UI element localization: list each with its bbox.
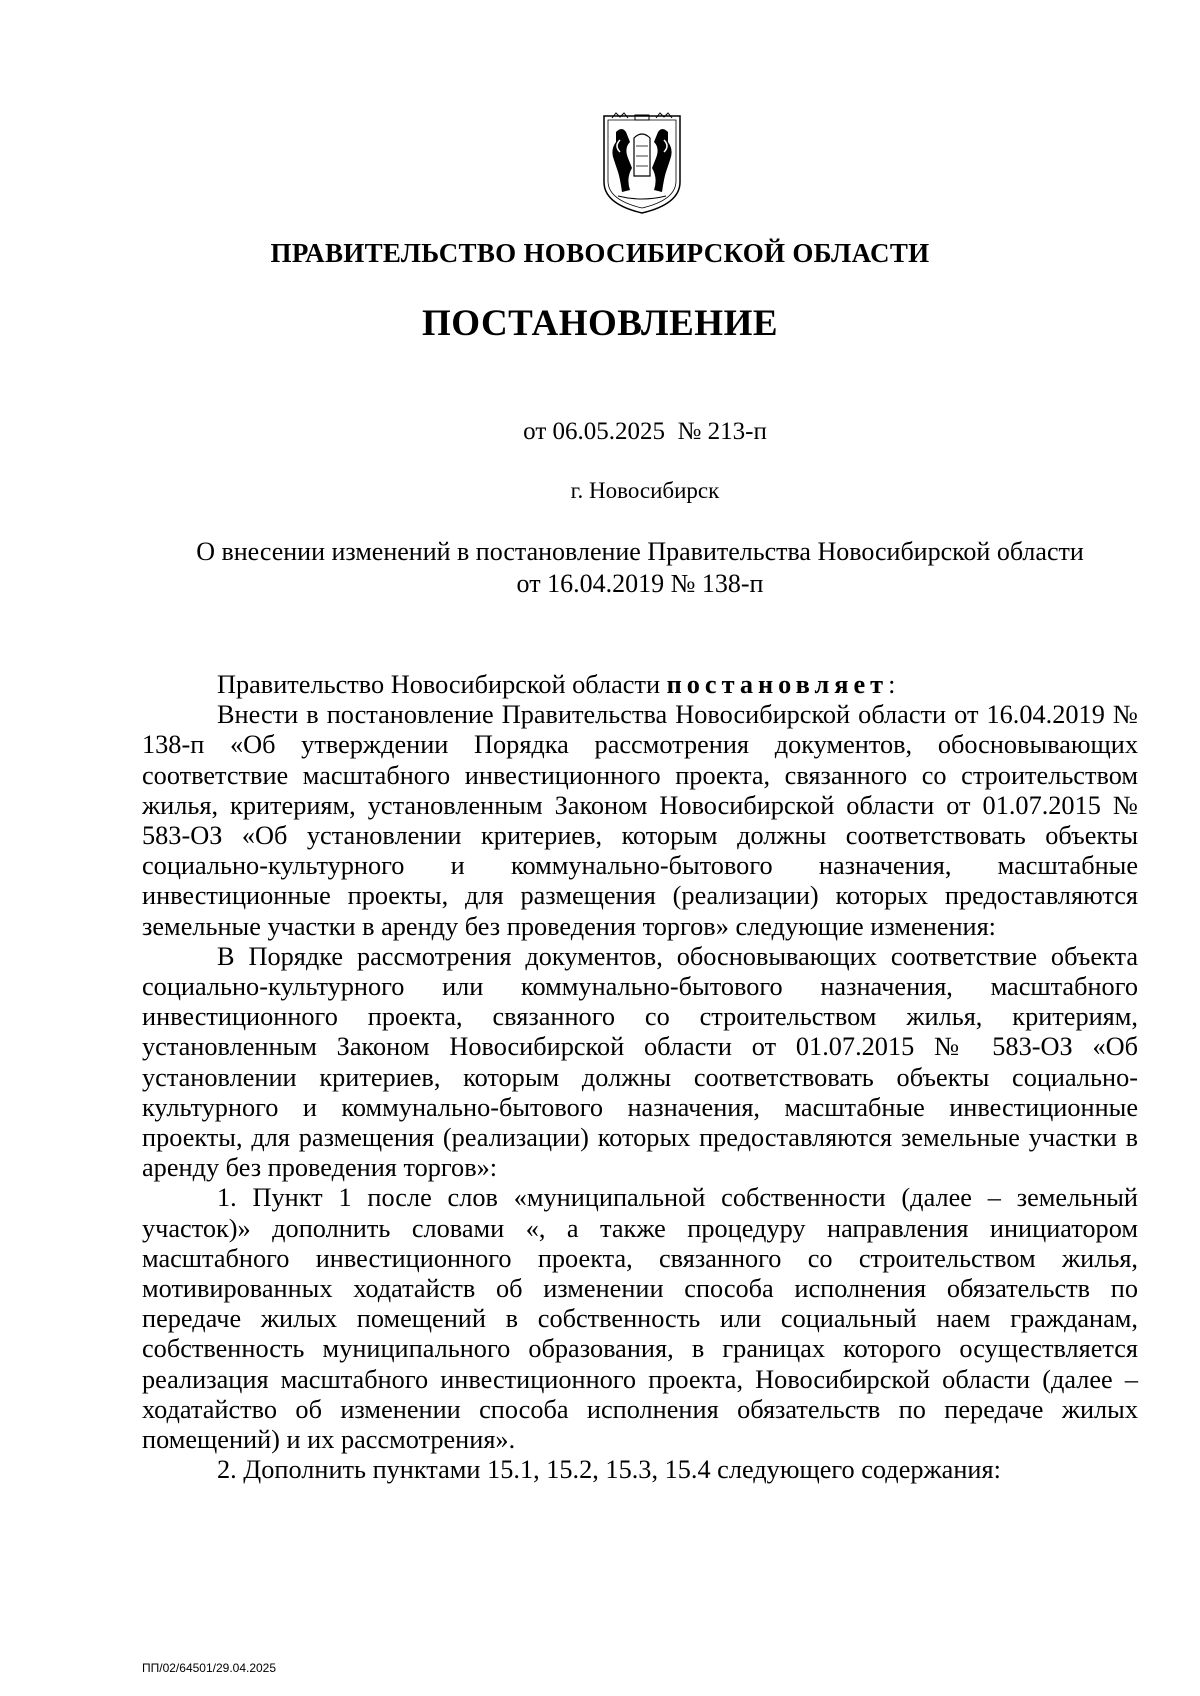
paragraph-4: 2. Дополнить пунктами 15.1, 15.2, 15.3, 15.4 следующего содержания: xyxy=(217,1455,1001,1485)
date-number: от 06.05.2025 № 213-п xyxy=(523,418,767,445)
preamble-paragraph xyxy=(142,670,1138,700)
preamble-text: Правительство Новосибирской области xyxy=(217,670,667,699)
document-type-title: ПОСТАНОВЛЕНИЕ xyxy=(421,303,779,344)
subject-line-1: О внесении изменений в постановление Правительства Новосибирской области xyxy=(196,537,1084,566)
paragraph-1: Внести в постановление Правительства Новосибирской области от 16.04.2019 № 138-п «Об утверждении Порядка рассмотрения документов, обосновывающих соответствие масштабного инвестиционного проекта, связанного со строительством жилья, критериям, установленным Законом Новосибирской области от 01.07.2015 № 583-ОЗ «Об установлении критериев, которым должны соответствовать объекты социально-культурного и коммунально-бытового назначения, масштабные инвестиционные проекты, для размещения (реализации) которых предоставляются земельные участки в аренду без проведения торгов» следующие изменения: xyxy=(142,700,1138,941)
decree-word: постановляет xyxy=(666,670,889,699)
document-body xyxy=(142,670,1138,1485)
paragraph-2: В Порядке рассмотрения документов, обосновывающих соответствие объекта социально-культурного или коммунально-бытового назначения, масштабного инвестиционного проекта, связанного со строительством жилья, критериям, установленным Законом Новосибирской области от 01.07.2015 № 583-ОЗ «Об установлении критериев, которым должны соответствовать объекты социально-культурного и коммунально-бытового назначения, масштабные инвестиционные проекты, для размещения (реализации) которых предоставляются земельные участки в аренду без проведения торгов»: xyxy=(142,941,1138,1183)
subject-line-2: от 16.04.2019 № 138-п xyxy=(516,569,764,598)
organization-name: ПРАВИТЕЛЬСТВО НОВОСИБИРСКОЙ ОБЛАСТИ xyxy=(270,238,930,268)
paragraph-3: 1. Пункт 1 после слов «муниципальной собственности (далее – земельный участок)» дополнить словами «, а также процедуру направления инициатором масштабного инвестиционного проекта, связанного со строительством жилья, мотивированных ходатайств об изменении способа исполнения обязательств по передаче жилых помещений в собственность или социальный наем гражданам, собственность муниципального образования, в границах которого осуществляется реализация масштабного инвестиционного проекта, Новосибирской области (далее – ходатайство об изменении способа исполнения обязательств по передаче жилых помещений) и их рассмотрения». xyxy=(142,1183,1138,1455)
document-subject xyxy=(150,536,1130,600)
footer-code: ПП/02/64501/29.04.2025 xyxy=(142,1661,277,1675)
preamble-colon: : xyxy=(888,670,896,699)
city-name: г. Новосибирск xyxy=(570,478,720,503)
coat-of-arms-icon xyxy=(600,112,684,216)
